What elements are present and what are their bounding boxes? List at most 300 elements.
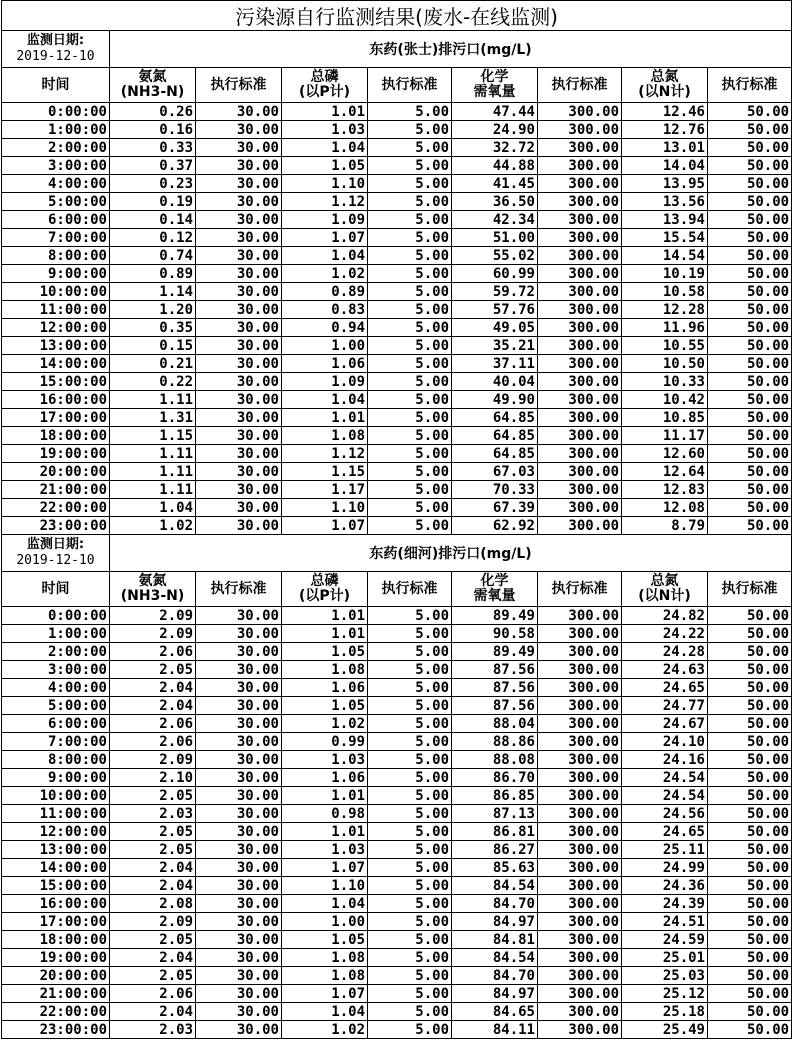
table-cell: 1.10 (282, 877, 368, 895)
table-cell: 89.49 (452, 643, 538, 661)
table-cell: 300.00 (538, 1021, 622, 1039)
table-cell: 84.97 (452, 985, 538, 1003)
table-cell: 24.77 (622, 697, 708, 715)
table-cell: 64.85 (452, 409, 538, 427)
header-std: 执行标准 (708, 68, 792, 103)
table-cell: 50.00 (708, 661, 792, 679)
table-cell: 19:00:00 (2, 949, 110, 967)
table-cell: 12.60 (622, 445, 708, 463)
table-cell: 11.17 (622, 427, 708, 445)
table-cell: 12.64 (622, 463, 708, 481)
table-row (2, 175, 792, 193)
table-cell: 1.12 (282, 193, 368, 211)
table-cell: 300.00 (538, 643, 622, 661)
table-cell: 0.74 (110, 247, 196, 265)
table-cell: 5.00 (368, 175, 452, 193)
table-row (2, 751, 792, 769)
table-row (2, 427, 792, 445)
table-cell: 24.51 (622, 913, 708, 931)
table-cell: 84.70 (452, 967, 538, 985)
table-cell: 24.65 (622, 823, 708, 841)
table-cell: 50.00 (708, 841, 792, 859)
table-cell: 50.00 (708, 679, 792, 697)
table-cell: 1.10 (282, 499, 368, 517)
table-cell: 2.04 (110, 1003, 196, 1021)
table-cell: 8.79 (622, 517, 708, 535)
table-cell: 24.82 (622, 607, 708, 625)
table-cell: 32.72 (452, 139, 538, 157)
table-cell: 5.00 (368, 517, 452, 535)
table-cell: 300.00 (538, 301, 622, 319)
table-cell: 300.00 (538, 679, 622, 697)
table-cell: 24.54 (622, 769, 708, 787)
table-cell: 5.00 (368, 679, 452, 697)
table-cell: 50.00 (708, 967, 792, 985)
header-nh3: 氨氮 (NH3-N) (110, 572, 196, 607)
table-cell: 36.50 (452, 193, 538, 211)
table-row (2, 913, 792, 931)
table-cell: 5.00 (368, 967, 452, 985)
table-cell: 25.18 (622, 1003, 708, 1021)
table-cell: 300.00 (538, 265, 622, 283)
table-cell: 30.00 (196, 913, 282, 931)
table-cell: 24.36 (622, 877, 708, 895)
table-cell: 18:00:00 (2, 427, 110, 445)
date-value: 2019-12-10 (16, 49, 95, 64)
table-cell: 300.00 (538, 913, 622, 931)
table-cell: 1.17 (282, 481, 368, 499)
table-cell: 30.00 (196, 859, 282, 877)
table-cell: 87.56 (452, 679, 538, 697)
table-cell: 10.19 (622, 265, 708, 283)
table-cell: 24.63 (622, 661, 708, 679)
table-cell: 23:00:00 (2, 517, 110, 535)
table-row (2, 193, 792, 211)
table-cell: 67.39 (452, 499, 538, 517)
table-cell: 1.07 (282, 859, 368, 877)
table-cell: 5.00 (368, 1003, 452, 1021)
table-row (2, 643, 792, 661)
table-cell: 21:00:00 (2, 481, 110, 499)
table-cell: 14:00:00 (2, 859, 110, 877)
table-cell: 0.98 (282, 805, 368, 823)
table-cell: 6:00:00 (2, 211, 110, 229)
table-cell: 90.58 (452, 625, 538, 643)
header-nh3: 氨氮 (NH3-N) (110, 68, 196, 103)
table-cell: 10.85 (622, 409, 708, 427)
table-cell: 20:00:00 (2, 463, 110, 481)
table-cell: 300.00 (538, 175, 622, 193)
table-row (2, 1003, 792, 1021)
table-cell: 30.00 (196, 175, 282, 193)
table-cell: 300.00 (538, 463, 622, 481)
table-cell: 1.31 (110, 409, 196, 427)
table-cell: 50.00 (708, 481, 792, 499)
table-cell: 2.03 (110, 1021, 196, 1039)
table-cell: 50.00 (708, 823, 792, 841)
table-row (2, 481, 792, 499)
table-row (2, 121, 792, 139)
table-cell: 10.55 (622, 337, 708, 355)
table-cell: 1.07 (282, 229, 368, 247)
table-cell: 30.00 (196, 877, 282, 895)
table-cell: 86.81 (452, 823, 538, 841)
table-cell: 24.90 (452, 121, 538, 139)
table-cell: 50.00 (708, 805, 792, 823)
table-cell: 5.00 (368, 715, 452, 733)
table-cell: 0.89 (110, 265, 196, 283)
table-cell: 1.01 (282, 823, 368, 841)
table-cell: 2.03 (110, 805, 196, 823)
table-cell: 16:00:00 (2, 895, 110, 913)
table-cell: 2.09 (110, 751, 196, 769)
table-cell: 5.00 (368, 625, 452, 643)
table-cell: 55.02 (452, 247, 538, 265)
table-cell: 5.00 (368, 697, 452, 715)
table-cell: 30.00 (196, 1021, 282, 1039)
table-cell: 5.00 (368, 121, 452, 139)
table-cell: 1:00:00 (2, 121, 110, 139)
table-cell: 30.00 (196, 697, 282, 715)
table-cell: 5.00 (368, 445, 452, 463)
table-cell: 0.12 (110, 229, 196, 247)
table-cell: 1.03 (282, 121, 368, 139)
table-cell: 300.00 (538, 103, 622, 121)
table-cell: 88.04 (452, 715, 538, 733)
table-cell: 24.39 (622, 895, 708, 913)
table-cell: 5.00 (368, 337, 452, 355)
table-cell: 15:00:00 (2, 877, 110, 895)
table-cell: 1.04 (282, 391, 368, 409)
header-cod: 化学 需氧量 (452, 68, 538, 103)
table-cell: 50.00 (708, 121, 792, 139)
title-row (2, 1, 792, 31)
table-cell: 1.05 (282, 697, 368, 715)
table-cell: 50.00 (708, 895, 792, 913)
table-cell: 1.04 (282, 1003, 368, 1021)
table-row (2, 355, 792, 373)
table-cell: 13.01 (622, 139, 708, 157)
table-cell: 300.00 (538, 949, 622, 967)
table-cell: 30.00 (196, 319, 282, 337)
table-cell: 5.00 (368, 103, 452, 121)
header-std: 执行标准 (196, 68, 282, 103)
header-std: 执行标准 (538, 572, 622, 607)
table-cell: 5.00 (368, 427, 452, 445)
table-cell: 1.08 (282, 967, 368, 985)
table-cell: 22:00:00 (2, 499, 110, 517)
table-cell: 2.06 (110, 733, 196, 751)
table-row (2, 661, 792, 679)
table-cell: 14.54 (622, 247, 708, 265)
table-cell: 0.26 (110, 103, 196, 121)
table-cell: 7:00:00 (2, 229, 110, 247)
table-cell: 30.00 (196, 661, 282, 679)
table-cell: 21:00:00 (2, 985, 110, 1003)
table-cell: 17:00:00 (2, 913, 110, 931)
table-cell: 12.28 (622, 301, 708, 319)
table-cell: 1.11 (110, 391, 196, 409)
table-cell: 300.00 (538, 895, 622, 913)
table-cell: 50.00 (708, 751, 792, 769)
table-cell: 30.00 (196, 895, 282, 913)
table-cell: 5.00 (368, 859, 452, 877)
table-cell: 300.00 (538, 391, 622, 409)
table-cell: 30.00 (196, 121, 282, 139)
table-cell: 1.01 (282, 787, 368, 805)
table-cell: 0.94 (282, 319, 368, 337)
table-cell: 1.07 (282, 985, 368, 1003)
date-value: 2019-12-10 (16, 553, 95, 568)
table-cell: 30.00 (196, 409, 282, 427)
table-cell: 300.00 (538, 967, 622, 985)
table-cell: 1.04 (110, 499, 196, 517)
table-cell: 50.00 (708, 319, 792, 337)
table-cell: 5.00 (368, 985, 452, 1003)
table-cell: 70.33 (452, 481, 538, 499)
table-cell: 30.00 (196, 463, 282, 481)
table-row (2, 607, 792, 625)
table-cell: 1.01 (282, 409, 368, 427)
table-row (2, 805, 792, 823)
table-cell: 30.00 (196, 391, 282, 409)
table-cell: 50.00 (708, 787, 792, 805)
table-row (2, 445, 792, 463)
table-cell: 50.00 (708, 1003, 792, 1021)
table-cell: 300.00 (538, 661, 622, 679)
table-cell: 5.00 (368, 265, 452, 283)
table-cell: 1.02 (282, 715, 368, 733)
table-cell: 2.05 (110, 967, 196, 985)
table-cell: 1.12 (282, 445, 368, 463)
table-cell: 300.00 (538, 283, 622, 301)
table-cell: 24.16 (622, 751, 708, 769)
date-label: 监测日期: (26, 33, 85, 48)
table-cell: 300.00 (538, 733, 622, 751)
table-cell: 86.70 (452, 769, 538, 787)
table-cell: 300.00 (538, 1003, 622, 1021)
table-cell: 50.00 (708, 733, 792, 751)
table-cell: 12.46 (622, 103, 708, 121)
table-cell: 30.00 (196, 841, 282, 859)
table-row (2, 877, 792, 895)
table-row (2, 895, 792, 913)
table-cell: 50.00 (708, 985, 792, 1003)
table-cell: 2.10 (110, 769, 196, 787)
header-tn: 总氮 (以N计) (622, 68, 708, 103)
table-cell: 1.09 (282, 373, 368, 391)
table-row (2, 949, 792, 967)
table-row (2, 841, 792, 859)
table-cell: 13.56 (622, 193, 708, 211)
table-cell: 10:00:00 (2, 283, 110, 301)
table-row (2, 319, 792, 337)
table-cell: 50.00 (708, 859, 792, 877)
table-cell: 7:00:00 (2, 733, 110, 751)
table-cell: 0.35 (110, 319, 196, 337)
table-cell: 12:00:00 (2, 823, 110, 841)
table-cell: 50.00 (708, 1021, 792, 1039)
table-cell: 11.96 (622, 319, 708, 337)
table-cell: 1.00 (282, 913, 368, 931)
table-row (2, 733, 792, 751)
header-time: 时间 (2, 572, 110, 607)
table-cell: 67.03 (452, 463, 538, 481)
table-cell: 2.05 (110, 823, 196, 841)
table-cell: 5.00 (368, 823, 452, 841)
table-cell: 5.00 (368, 751, 452, 769)
table-cell: 30.00 (196, 625, 282, 643)
table-cell: 23:00:00 (2, 1021, 110, 1039)
table-cell: 10.42 (622, 391, 708, 409)
table-row (2, 301, 792, 319)
table-cell: 1.05 (282, 157, 368, 175)
table-cell: 30.00 (196, 481, 282, 499)
table-cell: 30.00 (196, 427, 282, 445)
header-tp: 总磷 (以P计) (282, 572, 368, 607)
table-cell: 84.65 (452, 1003, 538, 1021)
table-cell: 5.00 (368, 319, 452, 337)
table-row (2, 679, 792, 697)
section-date-row (2, 535, 792, 572)
table-cell: 2.05 (110, 661, 196, 679)
table-cell: 8:00:00 (2, 247, 110, 265)
table-cell: 5.00 (368, 301, 452, 319)
table-cell: 3:00:00 (2, 661, 110, 679)
table-cell: 30.00 (196, 931, 282, 949)
table-cell: 50.00 (708, 247, 792, 265)
table-cell: 5.00 (368, 139, 452, 157)
table-cell: 50.00 (708, 193, 792, 211)
table-cell: 5.00 (368, 841, 452, 859)
table-cell: 300.00 (538, 715, 622, 733)
table-cell: 24.99 (622, 859, 708, 877)
table-cell: 5.00 (368, 607, 452, 625)
table-cell: 300.00 (538, 787, 622, 805)
table-cell: 14.04 (622, 157, 708, 175)
table-cell: 84.11 (452, 1021, 538, 1039)
table-cell: 50.00 (708, 913, 792, 931)
table-cell: 44.88 (452, 157, 538, 175)
table-row (2, 859, 792, 877)
table-cell: 50.00 (708, 301, 792, 319)
table-cell: 2.09 (110, 913, 196, 931)
header-cod: 化学 需氧量 (452, 572, 538, 607)
table-cell: 300.00 (538, 481, 622, 499)
table-cell: 5.00 (368, 949, 452, 967)
table-cell: 87.56 (452, 661, 538, 679)
table-cell: 62.92 (452, 517, 538, 535)
table-row (2, 265, 792, 283)
table-cell: 5.00 (368, 391, 452, 409)
table-cell: 5.00 (368, 193, 452, 211)
table-cell: 30.00 (196, 949, 282, 967)
table-cell: 2.09 (110, 607, 196, 625)
table-cell: 6:00:00 (2, 715, 110, 733)
table-cell: 2.05 (110, 787, 196, 805)
table-cell: 5.00 (368, 877, 452, 895)
table-cell: 88.08 (452, 751, 538, 769)
table-cell: 0.89 (282, 283, 368, 301)
table-cell: 1.05 (282, 643, 368, 661)
table-row (2, 499, 792, 517)
table-cell: 25.11 (622, 841, 708, 859)
table-row (2, 229, 792, 247)
table-cell: 49.90 (452, 391, 538, 409)
table-row (2, 1021, 792, 1039)
table-row (2, 787, 792, 805)
table-row (2, 373, 792, 391)
table-cell: 1.01 (282, 607, 368, 625)
table-cell: 2.09 (110, 625, 196, 643)
table-cell: 30.00 (196, 715, 282, 733)
table-cell: 5.00 (368, 895, 452, 913)
table-row (2, 463, 792, 481)
table-cell: 30.00 (196, 499, 282, 517)
table-cell: 300.00 (538, 121, 622, 139)
table-cell: 50.00 (708, 607, 792, 625)
table-cell: 50.00 (708, 463, 792, 481)
table-cell: 24.22 (622, 625, 708, 643)
table-row (2, 409, 792, 427)
table-cell: 18:00:00 (2, 931, 110, 949)
table-cell: 300.00 (538, 697, 622, 715)
table-cell: 300.00 (538, 373, 622, 391)
table-cell: 50.00 (708, 391, 792, 409)
table-cell: 300.00 (538, 931, 622, 949)
table-cell: 1.04 (282, 895, 368, 913)
table-cell: 51.00 (452, 229, 538, 247)
table-cell: 24.10 (622, 733, 708, 751)
header-tp: 总磷 (以P计) (282, 68, 368, 103)
table-cell: 50.00 (708, 283, 792, 301)
table-cell: 300.00 (538, 877, 622, 895)
table-cell: 50.00 (708, 769, 792, 787)
table-cell: 300.00 (538, 409, 622, 427)
table-cell: 1.10 (282, 175, 368, 193)
table-cell: 1.01 (282, 625, 368, 643)
table-cell: 1.06 (282, 769, 368, 787)
table-cell: 0.16 (110, 121, 196, 139)
table-cell: 30.00 (196, 247, 282, 265)
table-cell: 5.00 (368, 769, 452, 787)
table-cell: 84.70 (452, 895, 538, 913)
table-cell: 0.37 (110, 157, 196, 175)
table-cell: 1.08 (282, 661, 368, 679)
table-cell: 2.04 (110, 697, 196, 715)
table-cell: 1.15 (282, 463, 368, 481)
table-cell: 0.23 (110, 175, 196, 193)
table-cell: 15.54 (622, 229, 708, 247)
table-cell: 20:00:00 (2, 967, 110, 985)
table-cell: 2.04 (110, 949, 196, 967)
table-cell: 85.63 (452, 859, 538, 877)
table-cell: 13.94 (622, 211, 708, 229)
table-cell: 13:00:00 (2, 841, 110, 859)
table-row (2, 283, 792, 301)
table-cell: 5.00 (368, 247, 452, 265)
table-cell: 300.00 (538, 805, 622, 823)
table-cell: 300.00 (538, 247, 622, 265)
table-row (2, 247, 792, 265)
table-cell: 30.00 (196, 139, 282, 157)
column-header-row (2, 572, 792, 607)
table-cell: 1.09 (282, 211, 368, 229)
table-cell: 30.00 (196, 967, 282, 985)
table-cell: 0.15 (110, 337, 196, 355)
table-cell: 89.49 (452, 607, 538, 625)
table-cell: 50.00 (708, 139, 792, 157)
